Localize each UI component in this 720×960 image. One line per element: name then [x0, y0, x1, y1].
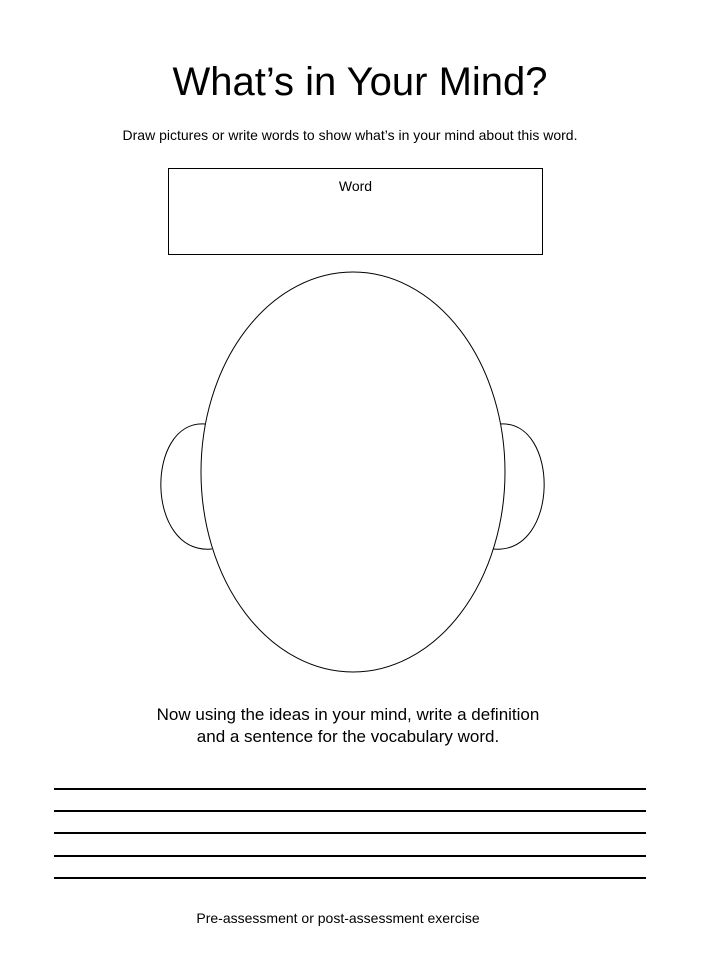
definition-prompt: [0, 704, 696, 748]
instructions-text: Draw pictures or write words to show what’s in your mind about this word.: [122, 127, 578, 143]
writing-line-3[interactable]: [54, 832, 646, 834]
definition-prompt-line-2: and a sentence for the vocabulary word.: [196, 727, 500, 746]
writing-line-5[interactable]: [54, 877, 646, 879]
writing-line-4[interactable]: [54, 855, 646, 857]
writing-line-1[interactable]: [54, 788, 646, 790]
word-box-label: Word: [338, 178, 373, 194]
footer-note: Pre-assessment or post-assessment exercise: [196, 910, 480, 926]
page-title: What’s in Your Mind?: [172, 60, 548, 104]
definition-prompt-line-1: Now using the ideas in your mind, write a definition: [156, 705, 540, 724]
writing-line-2[interactable]: [54, 810, 646, 812]
head-oval: [201, 272, 505, 672]
